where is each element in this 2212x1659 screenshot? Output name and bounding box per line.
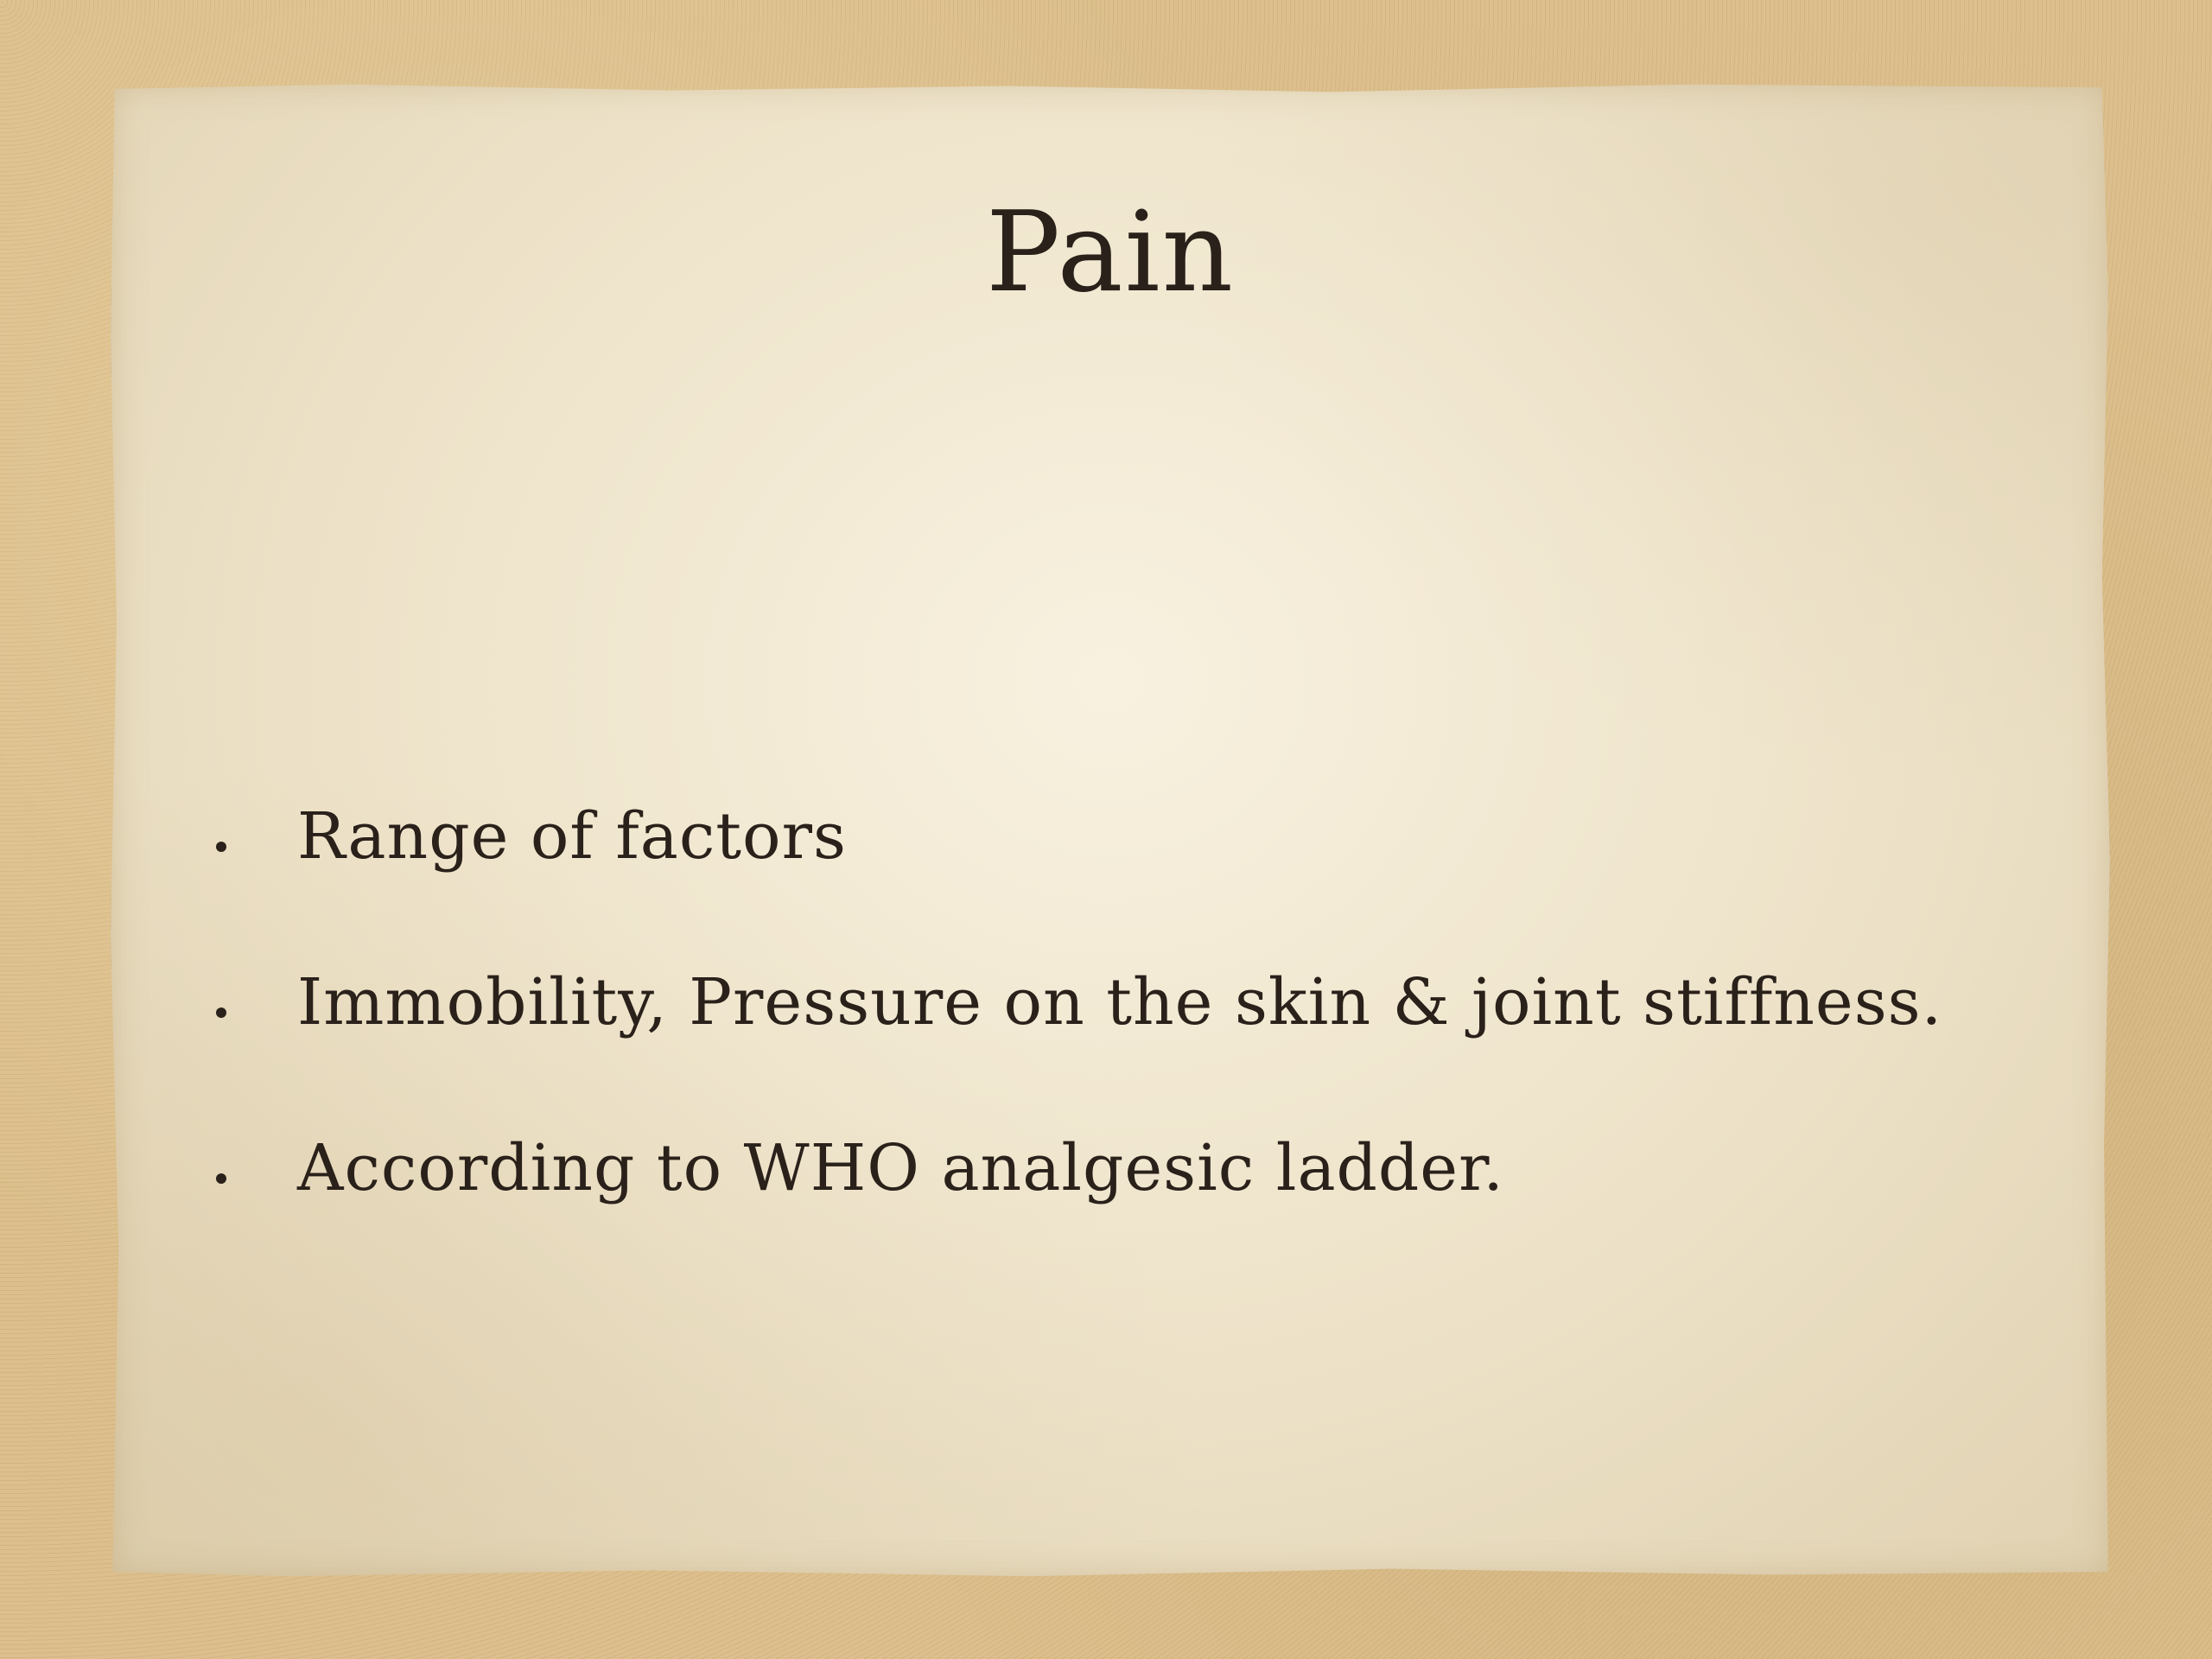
bullet-text: Range of factors (297, 799, 847, 874)
bullet-item (216, 919, 2031, 1085)
bullet-dot (216, 1173, 226, 1184)
bullet-dot (216, 842, 226, 852)
bullet-text: Immobility, Pressure on the skin & joint stiffness. (297, 965, 1943, 1039)
bullet-text: According to WHO analgesic ladder. (297, 1131, 1504, 1205)
bullet-item (216, 753, 2031, 919)
bullet-dot (216, 1007, 226, 1018)
bullet-item (216, 1085, 2031, 1251)
bullet-list (216, 753, 2031, 1251)
slide-title: Pain (985, 188, 1236, 317)
